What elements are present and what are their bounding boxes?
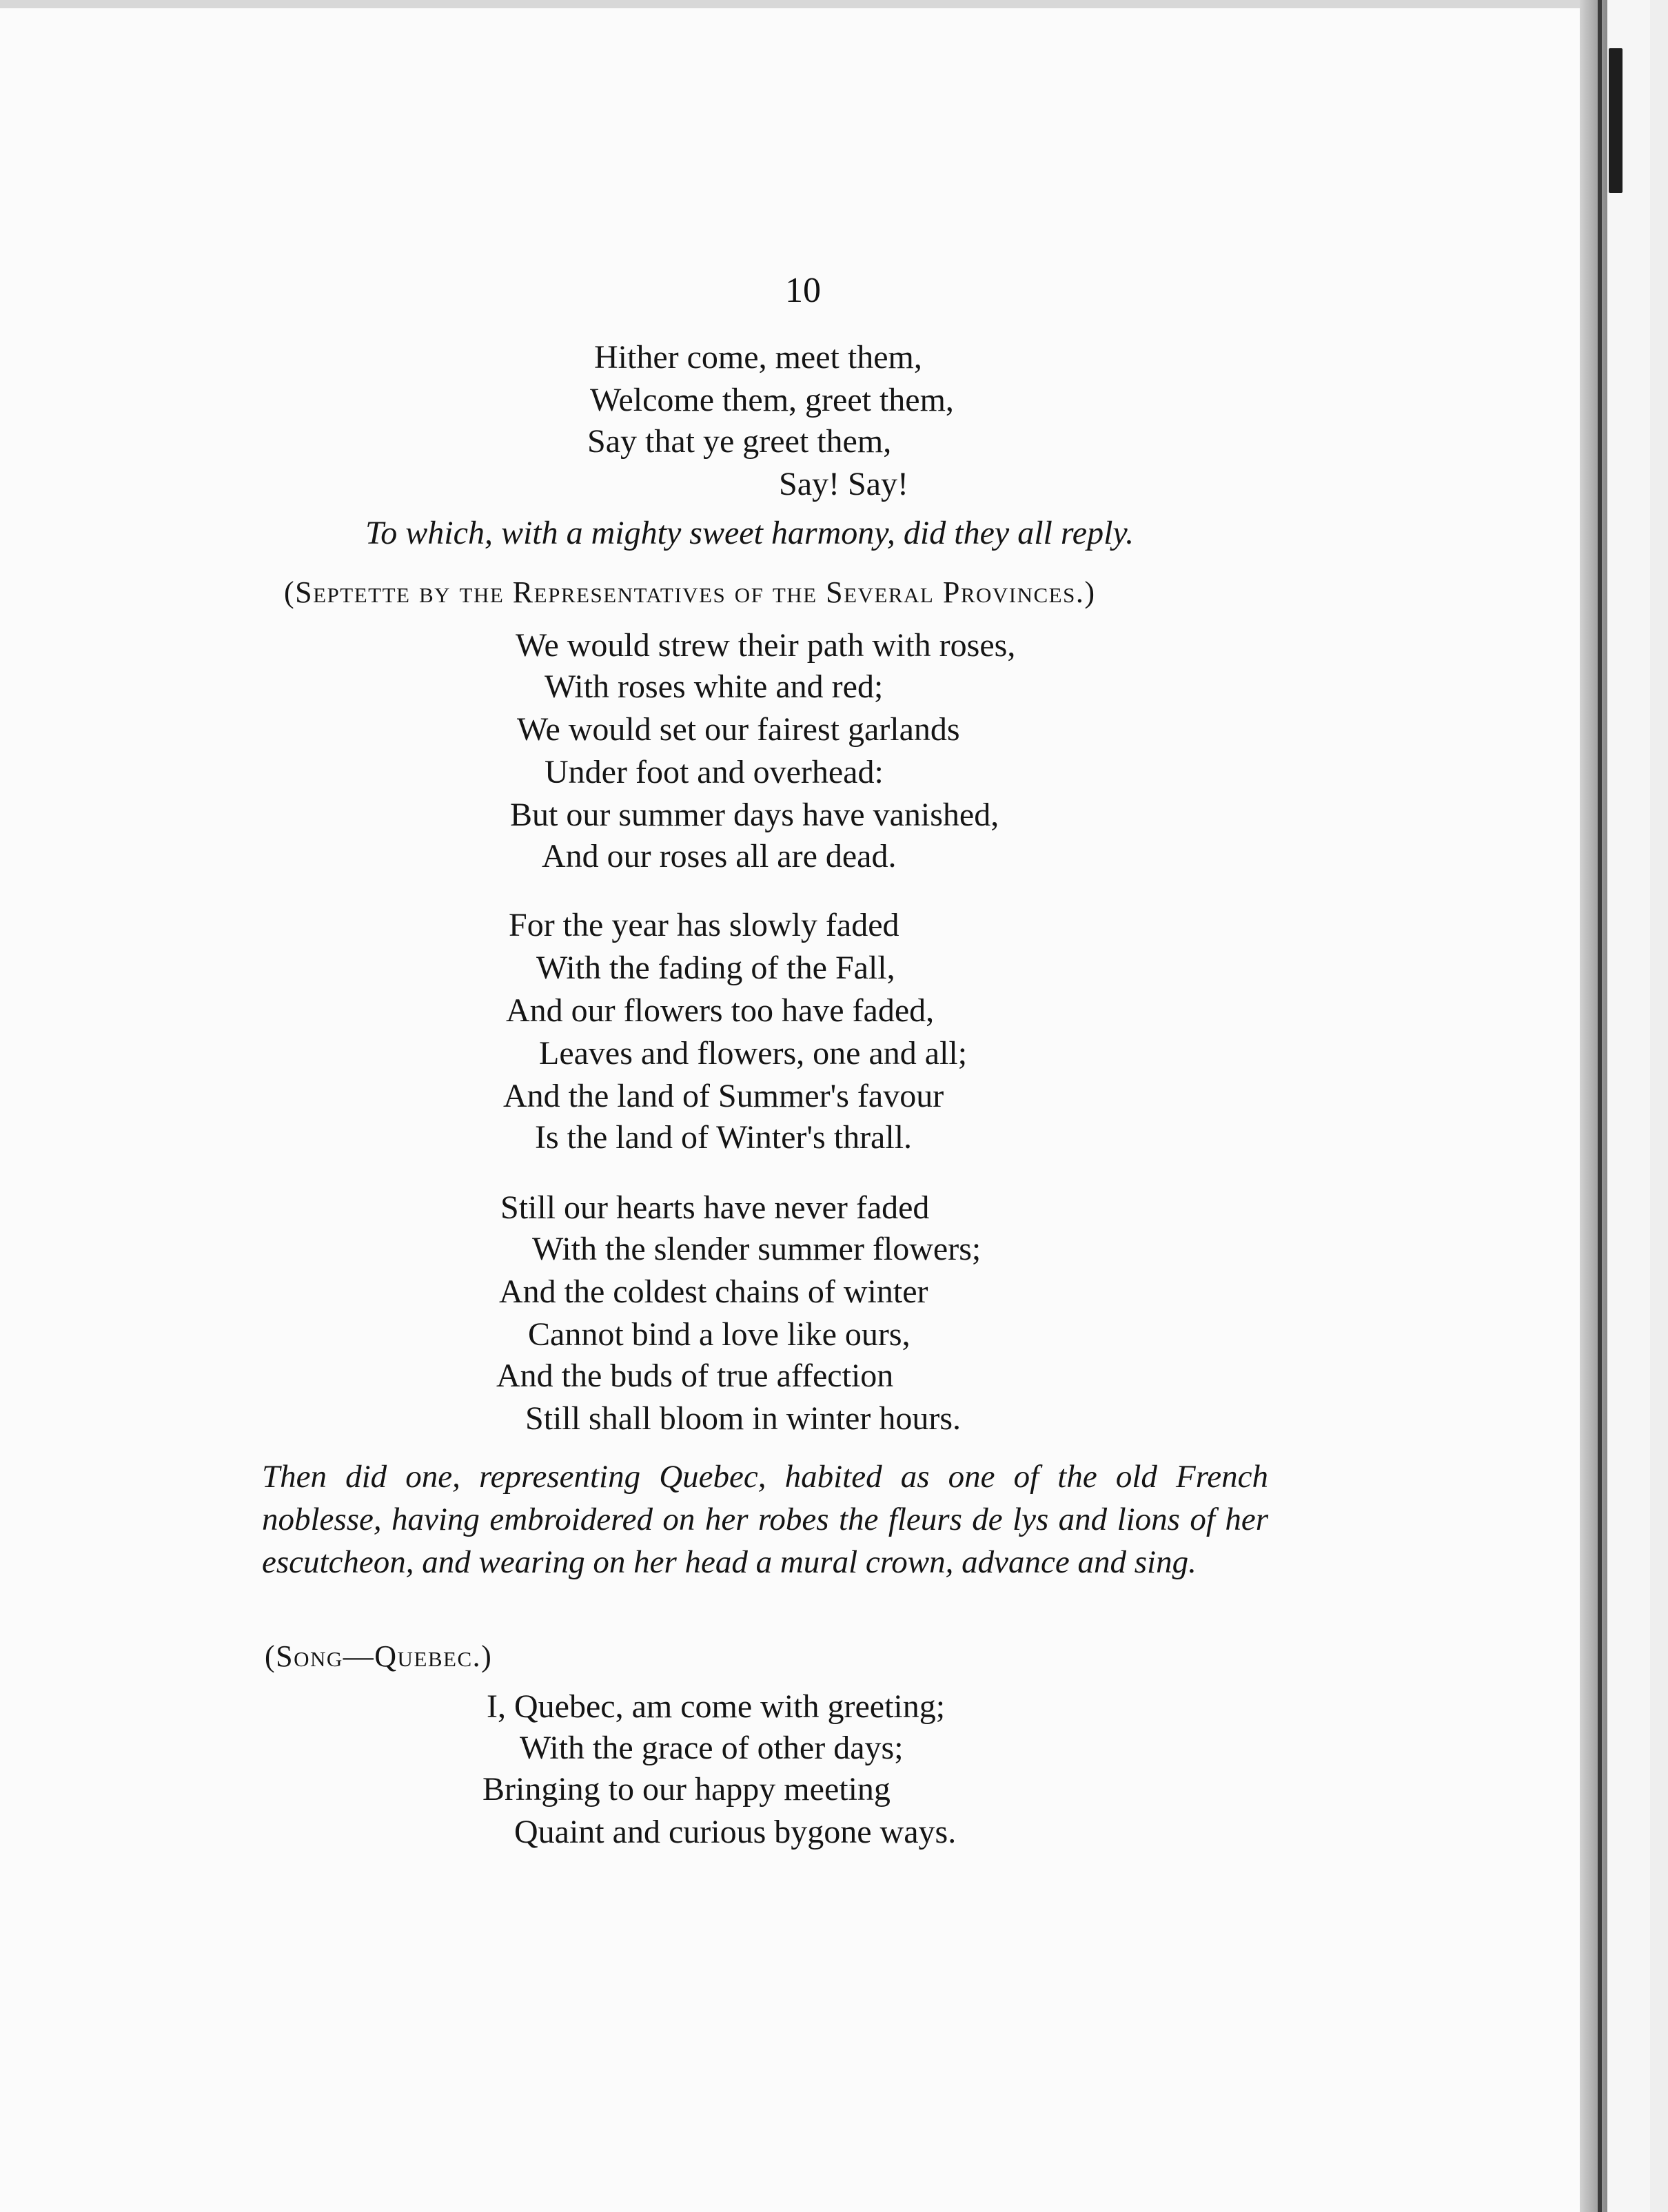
verse-line: Say that ye greet them, <box>587 423 892 460</box>
verse-line: Bringing to our happy meeting <box>482 1771 891 1808</box>
verse-line: And the coldest chains of winter <box>499 1273 928 1310</box>
verse-line: And our roses all are dead. <box>542 838 897 874</box>
verse-line: With the grace of other days; <box>520 1730 904 1766</box>
verse-line: Welcome them, greet them, <box>590 382 954 418</box>
verse-line: Hither come, meet them, <box>594 339 922 376</box>
verse-line: Say! Say! <box>779 466 908 502</box>
stage-direction-quebec: Then did one, representing Quebec, habited as one of the old French noblesse, having embroidered on her robes the fleurs de lys and lions of her escutcheon, and wearing on her head a mural crown, advance and sing. <box>262 1459 1268 1580</box>
verse-line: And the buds of true affection <box>496 1358 894 1394</box>
heading-song-quebec: (Song—Quebec.) <box>265 1639 493 1673</box>
verse-line: For the year has slowly faded <box>509 907 899 943</box>
verse-line: Cannot bind a love like ours, <box>528 1316 911 1353</box>
verse-line: We would strew their path with roses, <box>516 627 1016 664</box>
verse-line: Still our hearts have never faded <box>500 1189 930 1226</box>
verse-line: I, Quebec, am come with greeting; <box>487 1688 946 1725</box>
verse-line: Is the land of Winter's thrall. <box>535 1119 913 1156</box>
adjacent-page-margin <box>1650 0 1668 2212</box>
verse-line: And the land of Summer's favour <box>503 1078 944 1114</box>
verse-line: Under foot and overhead: <box>545 754 884 790</box>
page-number: 10 <box>785 271 821 310</box>
verse-line: Leaves and flowers, one and all; <box>539 1035 968 1072</box>
verse-line: With roses white and red; <box>545 668 884 705</box>
stage-direction-reply: To which, with a mighty sweet harmony, did they all reply. <box>365 515 1135 551</box>
verse-line: Quaint and curious bygone ways. <box>514 1814 957 1850</box>
verse-line: With the slender summer flowers; <box>532 1231 982 1267</box>
heading-septette: (Septette by the Representatives of the Several Provinces.) <box>284 575 1096 609</box>
verse-line: With the fading of the Fall, <box>536 950 895 986</box>
verse-line: And our flowers too have faded, <box>506 992 935 1029</box>
verse-line: We would set our fairest garlands <box>517 711 960 748</box>
verse-line: Still shall bloom in winter hours. <box>525 1400 961 1437</box>
scan-top-border <box>0 0 1668 8</box>
page-gutter-line <box>1598 0 1602 2212</box>
page-spine-shadow <box>1580 0 1607 2212</box>
binding-mark <box>1609 48 1623 193</box>
verse-line: But our summer days have vanished, <box>510 797 999 833</box>
